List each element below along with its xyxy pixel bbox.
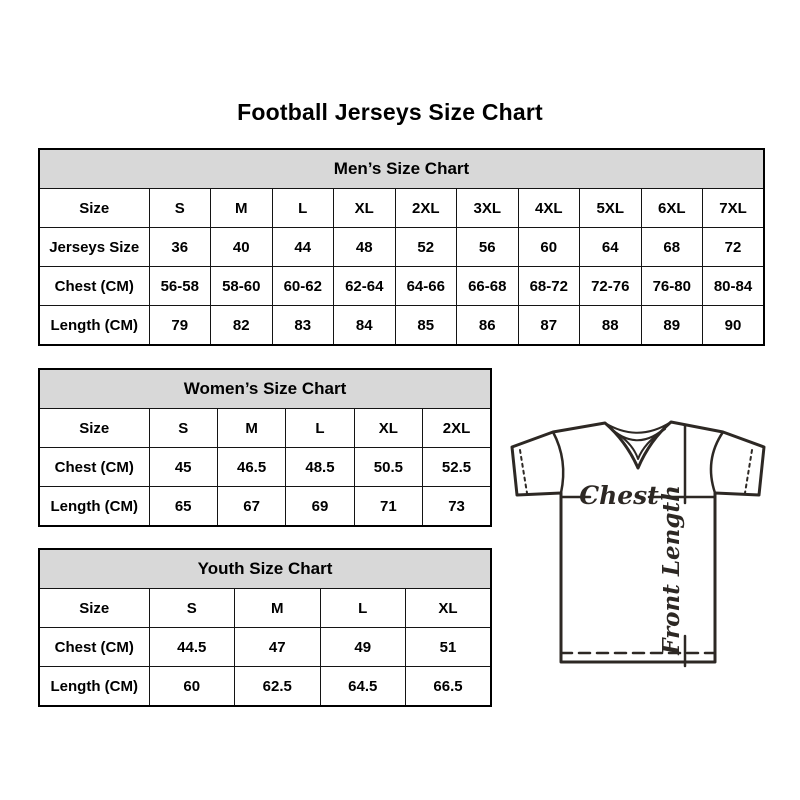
table-cell: 2XL [395, 189, 457, 228]
table-cell: 5XL [580, 189, 642, 228]
table-cell: 62.5 [235, 667, 321, 707]
table-cell: 83 [272, 306, 334, 346]
table-cell: M [211, 189, 273, 228]
row-label: Chest (CM) [39, 267, 149, 306]
table-cell: XL [406, 589, 492, 628]
table-cell: 2XL [423, 409, 491, 448]
mens-table-title: Men’s Size Chart [39, 149, 764, 189]
table-cell: S [149, 589, 235, 628]
table-cell: 80-84 [703, 267, 765, 306]
table-cell: 69 [286, 487, 354, 527]
row-label: Chest (CM) [39, 448, 149, 487]
youth-table-title: Youth Size Chart [39, 549, 491, 589]
table-cell: 52.5 [423, 448, 491, 487]
table-cell: 72-76 [580, 267, 642, 306]
mens-size-table [38, 148, 765, 346]
table-cell: 66-68 [457, 267, 519, 306]
table-cell: 84 [334, 306, 396, 346]
table-cell: 64.5 [320, 667, 406, 707]
table-cell: 79 [149, 306, 211, 346]
table-cell: 48 [334, 228, 396, 267]
row-label: Size [39, 409, 149, 448]
table-title-row [39, 369, 491, 409]
table-title-row [39, 149, 764, 189]
table-row [39, 306, 764, 346]
table-cell: M [235, 589, 321, 628]
table-cell: 3XL [457, 189, 519, 228]
table-cell: 60-62 [272, 267, 334, 306]
row-label: Length (CM) [39, 487, 149, 527]
table-cell: 60 [149, 667, 235, 707]
table-cell: 64-66 [395, 267, 457, 306]
row-label: Chest (CM) [39, 628, 149, 667]
row-label: Size [39, 589, 149, 628]
table-cell: 58-60 [211, 267, 273, 306]
table-cell: L [320, 589, 406, 628]
womens-size-table [38, 368, 492, 527]
table-cell: 6XL [641, 189, 703, 228]
table-cell: 73 [423, 487, 491, 527]
row-label: Length (CM) [39, 306, 149, 346]
table-row [39, 409, 491, 448]
table-cell: 44.5 [149, 628, 235, 667]
table-row [39, 267, 764, 306]
table-cell: 85 [395, 306, 457, 346]
table-cell: 56-58 [149, 267, 211, 306]
table-cell: 71 [354, 487, 422, 527]
table-cell: 62-64 [334, 267, 396, 306]
table-cell: 44 [272, 228, 334, 267]
table-cell: 50.5 [354, 448, 422, 487]
table-cell: 65 [149, 487, 217, 527]
table-cell: 45 [149, 448, 217, 487]
table-cell: 68-72 [518, 267, 580, 306]
table-cell: 88 [580, 306, 642, 346]
table-cell: 49 [320, 628, 406, 667]
table-cell: 60 [518, 228, 580, 267]
table-cell: 48.5 [286, 448, 354, 487]
table-cell: 72 [703, 228, 765, 267]
table-cell: 47 [235, 628, 321, 667]
table-row [39, 667, 491, 707]
table-cell: 67 [217, 487, 285, 527]
table-cell: 82 [211, 306, 273, 346]
table-row [39, 448, 491, 487]
front-length-label: Front Length [658, 485, 685, 655]
table-cell: L [272, 189, 334, 228]
table-row [39, 189, 764, 228]
table-row [39, 589, 491, 628]
youth-size-table [38, 548, 492, 707]
table-row [39, 228, 764, 267]
table-cell: 52 [395, 228, 457, 267]
table-cell: 40 [211, 228, 273, 267]
table-cell: 64 [580, 228, 642, 267]
jersey-measurement-diagram [505, 398, 767, 670]
table-cell: 7XL [703, 189, 765, 228]
table-title-row [39, 549, 491, 589]
table-cell: 4XL [518, 189, 580, 228]
table-cell: 89 [641, 306, 703, 346]
table-cell: 66.5 [406, 667, 492, 707]
table-cell: XL [354, 409, 422, 448]
table-cell: S [149, 409, 217, 448]
table-cell: 36 [149, 228, 211, 267]
table-cell: L [286, 409, 354, 448]
table-cell: 51 [406, 628, 492, 667]
table-cell: 68 [641, 228, 703, 267]
page-title: Football Jerseys Size Chart [237, 99, 543, 125]
table-cell: 46.5 [217, 448, 285, 487]
table-cell: 56 [457, 228, 519, 267]
table-cell: M [217, 409, 285, 448]
table-cell: 87 [518, 306, 580, 346]
table-row [39, 487, 491, 527]
table-cell: 90 [703, 306, 765, 346]
womens-table-title: Women’s Size Chart [39, 369, 491, 409]
row-label: Jerseys Size [39, 228, 149, 267]
table-cell: S [149, 189, 211, 228]
row-label: Size [39, 189, 149, 228]
row-label: Length (CM) [39, 667, 149, 707]
table-cell: XL [334, 189, 396, 228]
table-row [39, 628, 491, 667]
table-cell: 86 [457, 306, 519, 346]
chest-label: Chest [579, 481, 659, 510]
table-cell: 76-80 [641, 267, 703, 306]
